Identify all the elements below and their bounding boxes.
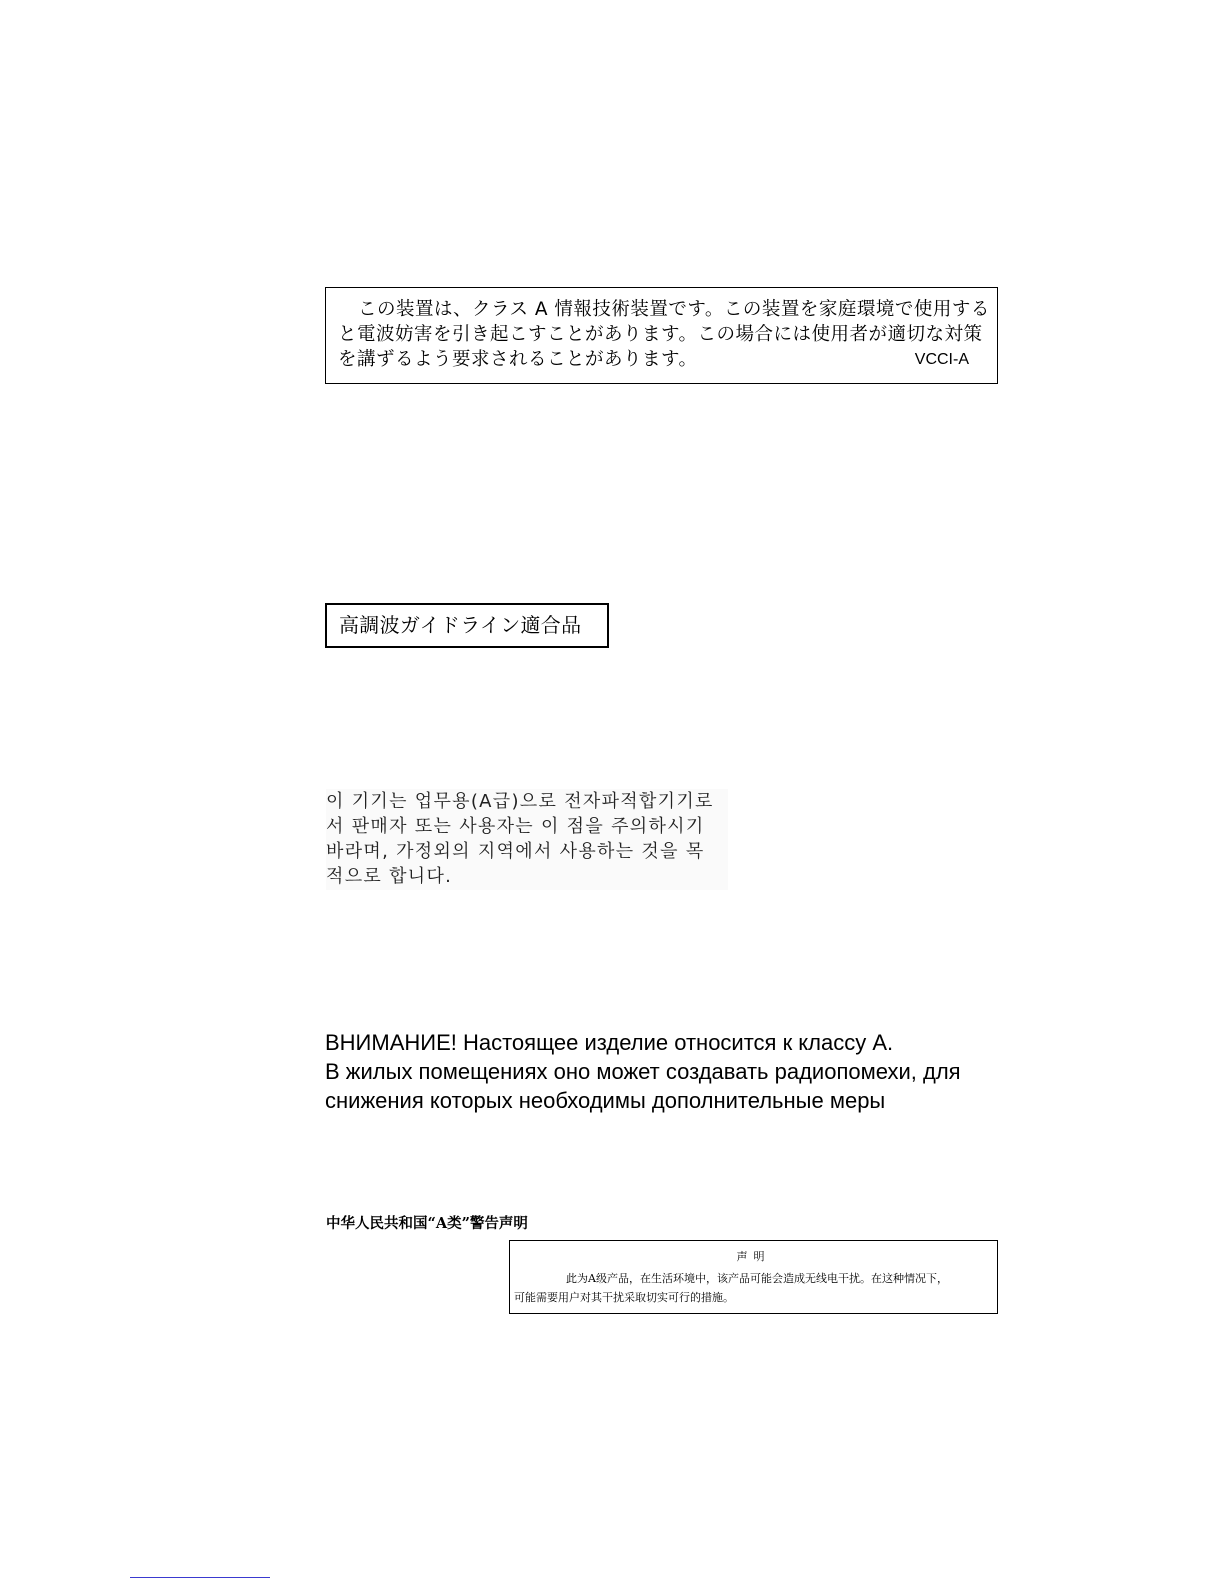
vcci-code: VCCI-A (914, 351, 969, 368)
russian-line-3: снижения которых необходимы дополнительные меры (325, 1088, 886, 1113)
korean-line-4: 적으로 합니다. (326, 866, 453, 887)
china-notice-line-2: 可能需要用户对其干扰采取切实可行的措施。 (514, 1291, 734, 1304)
china-notice-line-1: 此为A级产品，在生活环境中，该产品可能会造成无线电干扰。在这种情况下， (566, 1272, 948, 1285)
korean-line-3: 바라며, 가정외의 지역에서 사용하는 것을 목 (326, 841, 705, 862)
china-notice-box (509, 1240, 998, 1314)
china-notice-heading: 声明 (736, 1250, 771, 1263)
footnote-separator (130, 1577, 270, 1578)
korean-line-2: 서 판매자 또는 사용자는 이 점을 주의하시기 (326, 816, 705, 837)
china-notice-title: 中华人民共和国“A类”警告声明 (326, 1215, 528, 1232)
korean-notice (326, 789, 728, 890)
korean-line-1: 이 기기는 업무용(A급)으로 전자파적합기기로 (326, 791, 714, 812)
vcci-notice-box (325, 287, 998, 384)
vcci-line-3: を講ずるよう要求されることがあります。 (338, 349, 698, 370)
vcci-line-2: と電波妨害を引き起こすことがあります。この場合には使用者が適切な対策 (338, 324, 983, 345)
russian-notice (325, 1028, 1005, 1115)
russian-line-1: ВНИМАНИЕ! Настоящее изделие относится к классу А. (325, 1030, 894, 1055)
vcci-line-1: この装置は、クラス A 情報技術装置です。この装置を家庭環境で使用する (358, 299, 990, 320)
russian-line-2: В жилых помещениях оно может создавать радиопомехи, для (325, 1059, 961, 1084)
harmonics-guideline-label: 高調波ガイドライン適合品 (325, 603, 609, 648)
